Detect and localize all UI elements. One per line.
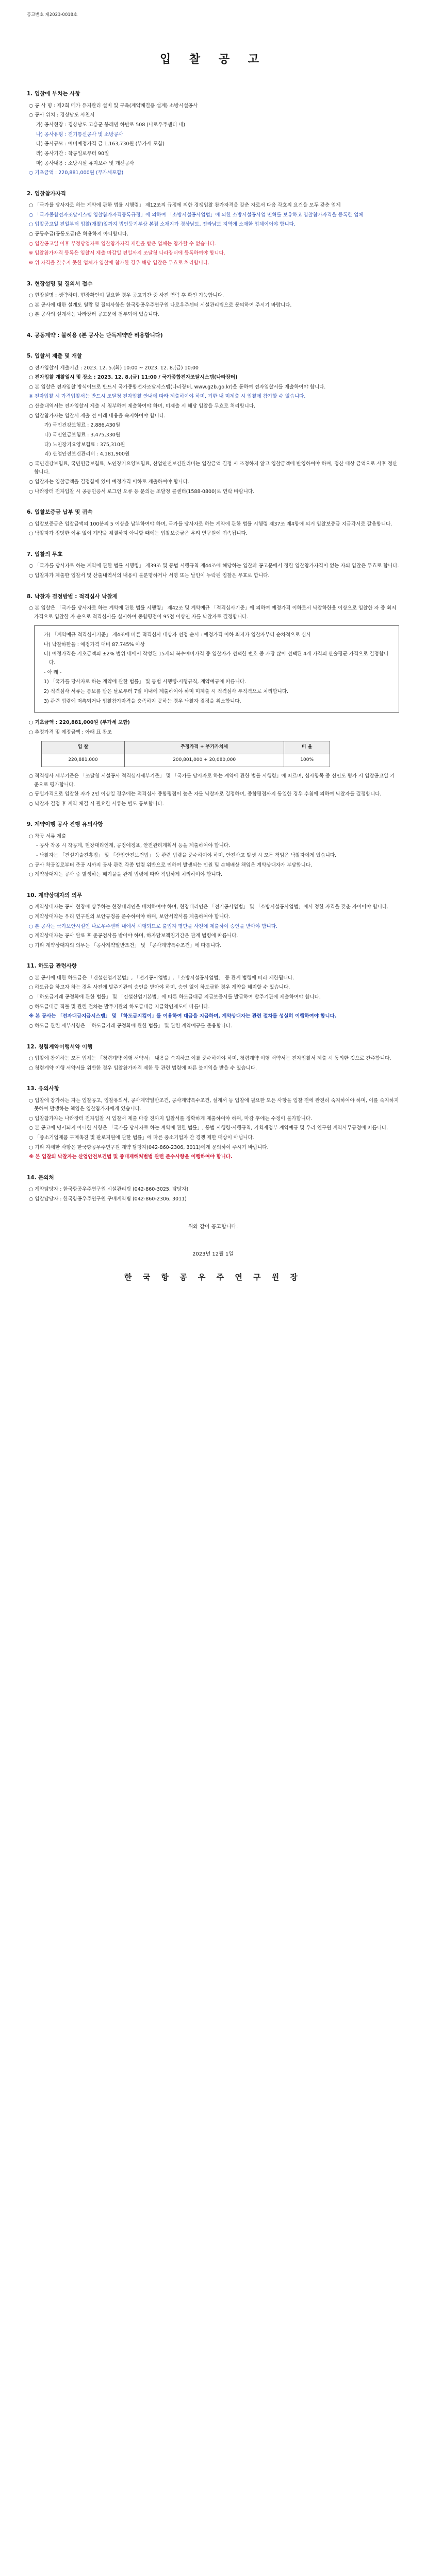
notice-line: ○ 입찰보증금은 입찰금액의 100분의 5 이상을 납부하여야 하며, 국가를 당사자로 하는 계약에 관한 법률 시행령 제37조 제4항에 의거 입찰보증금 지급각서로 갈음합니다. <box>29 521 392 527</box>
notice-line: ○ 본 공사에 대한 설계도 열람 및 질의사항은 한국항공우주연구원 나로우주센터 시설관리팀으로 문의하여 주시기 바랍니다. <box>29 302 292 308</box>
section-title: 4. 공동계약 : 불허용 (본 공사는 단독계약만 허용합니다) <box>27 332 163 338</box>
section-s8 <box>27 592 399 809</box>
notice-line: 라) 산업안전보건관리비 : 4,181,900원 <box>44 451 130 457</box>
notice-line: 3) 관련 법령에 저촉되거나 입찰참가자격을 충족하지 못하는 경우 낙찰자 결정을 취소합니다. <box>44 698 241 704</box>
notice-line: ※ 본 공사는 「전자대금지급시스템」 및 「하도급지킴이」를 이용하여 대금을 지급하며, 계약상대자는 관련 절차를 성실히 이행하여야 합니다. <box>29 1013 337 1020</box>
notice-line: ○ 기초금액 : 220,881,000원 (부가세포함) <box>29 170 124 176</box>
criteria-box <box>34 625 399 713</box>
notice-line: ○ 낙찰자가 정당한 이유 없이 계약을 체결하지 아니할 때에는 입찰보증금은 우리 연구원에 귀속됩니다. <box>29 531 248 537</box>
notice-line: ○ 하도급 관련 세부사항은 「하도급거래 공정화에 관한 법률」 및 관련 계약예규를 준용합니다. <box>29 1023 232 1029</box>
notice-line: 2) 적격심사 서류는 통보를 받은 날로부터 7일 이내에 제출하여야 하며 미제출 시 적격심사 부적격으로 처리합니다. <box>44 688 289 694</box>
notice-line: ○ 낙찰자 결정 후 계약 체결 시 필요한 서류는 별도 통보합니다. <box>29 801 164 807</box>
notice-line: ○ 본 공사는 국가보안시설인 나로우주센터 내에서 시행되므로 출입자 명단을 사전에 제출하여 승인을 받아야 합니다. <box>29 923 277 929</box>
notice-line: - 공사 착공 시 착공계, 현장대리인계, 공정예정표, 안전관리계획서 등을 제출하여야 합니다. <box>36 843 231 849</box>
notice-line: ○ 하도급을 하고자 하는 경우 사전에 발주기관의 승인을 받아야 하며, 승인 없이 하도급한 경우 계약을 해지할 수 있습니다. <box>29 985 290 991</box>
notice-line: ○ 본 공사의 설계서는 나라장터 공고문에 첨부되어 있습니다. <box>29 312 159 318</box>
notice-line: ○ 적격심사 세부기준은 「조달청 시설공사 적격심사세부기준」 및 「국가를 당사자로 하는 계약에 관한 법률 시행령」에 따르며, 심사항목 중 신인도 평가 시 입찰공고일 기준으로 평가합니다. <box>29 773 395 788</box>
notice-line: ○ 기타 계약상대자의 의무는 「공사계약일반조건」 및 「공사계약특수조건」에 따릅니다. <box>29 942 222 948</box>
notice-line: ○ 기타 자세한 사항은 한국항공우주연구원 계약 담당자(042-860-2306, 3011)에게 문의하여 주시기 바랍니다. <box>29 1144 269 1150</box>
notice-date: 2023년 12월 1일 <box>192 1251 234 1257</box>
section-s9 <box>27 820 399 879</box>
notice-line: ○ 계약상대자는 공사 완료 후 준공검사를 받아야 하며, 하자담보책임기간은 관계 법령에 따릅니다. <box>29 933 238 939</box>
section-s13 <box>27 1084 399 1162</box>
section-s14 <box>27 1173 399 1204</box>
notice-line: ※ 전자입찰 시 가격입찰서는 반드시 조달청 전자입찰 안내에 따라 제출하여야 하며, 기한 내 미제출 시 입찰에 참가할 수 없습니다. <box>29 394 306 400</box>
section-title: 7. 입찰의 무효 <box>27 551 63 557</box>
notice-line: ○ 「하도급거래 공정화에 관한 법률」 및 「건설산업기본법」에 따른 하도급대금 지급보증서를 발급하여 발주기관에 제출하여야 합니다. <box>29 994 321 1000</box>
notice-line: ○ 계약상대자는 공사 중 발생하는 폐기물을 관계 법령에 따라 적법하게 처리하여야 합니다. <box>29 872 222 878</box>
section-title: 5. 입찰서 제출 및 개찰 <box>27 353 83 360</box>
notice-line: ○ 본 입찰은 「국가를 당사자로 하는 계약에 관한 법률 시행령」 제42조 및 계약예규 「적격심사기준」에 의하여 예정가격 이하로서 낙찰하한율 이상으로 입찰한 자 중 최저가격으로 입찰한 자 순으로 적격심사를 실시하여 종합평점이 95점 이상인 자를 낙찰자로 결정합니다. <box>29 605 397 620</box>
section-s12 <box>27 1042 399 1073</box>
notice-line: 다) 공사규모 : 예비예정가격 금 1,163,730원 (부가세 포함) <box>36 141 165 147</box>
notice-line: ○ 「중소기업제품 구매촉진 및 판로지원에 관한 법률」에 따른 중소기업자 간 경쟁 제한 대상이 아닙니다. <box>29 1135 254 1141</box>
section-s7 <box>27 550 399 581</box>
notice-body <box>27 89 399 1204</box>
notice-line: 라) 공사기간 : 착공일로부터 90일 <box>36 150 109 157</box>
notice-line: ○ 전자입찰서 제출기간 : 2023. 12. 5.(화) 10:00 ~ 2023. 12. 8.(금) 10:00 <box>29 365 199 371</box>
notice-line: ○ 입찰담당자 : 한국항공우주연구원 구매계약팀 (042-860-2306, 3011) <box>29 1196 187 1202</box>
notice-line: ※ 입찰참가자격 등록은 입찰서 제출 마감일 전일까지 조달청 나라장터에 등록하여야 합니다. <box>29 250 225 257</box>
notice-line: ○ 「국가를 당사자로 하는 계약에 관한 법률 시행령」 제12조의 규정에 의한 경쟁입찰 참가자격을 갖춘 자로서 다음 각호의 요건을 모두 갖춘 업체 <box>29 202 341 209</box>
notice-line: ○ 국민건강보험료, 국민연금보험료, 노인장기요양보험료, 산업안전보건관리비는 입찰금액 결정 시 조정하지 않고 입찰금액에 반영하여야 하며, 정산 대상 금액으로 사후 정산합니다. <box>29 461 398 476</box>
notice-line: 다) 노인장기요양보험료 : 375,310원 <box>44 442 125 448</box>
notice-line: ○ 나라장터 전자입찰 시 공동인증서 로그인 오류 등 문의는 조달청 콜센터(1588-0800)로 연락 바랍니다. <box>29 488 255 495</box>
section-s4 <box>27 331 399 340</box>
section-title: 1. 입찰에 부치는 사항 <box>27 91 80 97</box>
section-s1 <box>27 89 399 177</box>
notice-number: 공고번호 제2023-0018호 <box>27 12 78 18</box>
section-s3 <box>27 279 399 319</box>
notice-line: - 아 래 - <box>44 669 62 675</box>
notice-line: ○ 공사 위치 : 경상남도 사천시 <box>29 112 95 118</box>
table-cell: 100% <box>284 754 330 767</box>
notice-line: ○ 입찰참가자는 입찰서 제출 전 아래 내용을 숙지하여야 합니다. <box>29 413 166 419</box>
notice-line: ○ 입찰공고일 전일부터 입찰(개찰)일까지 법인등기부상 본점 소재지가 경상남도, 전라남도 지역에 소재한 업체이어야 합니다. <box>29 222 296 228</box>
notice-line: ○ 청렴계약 이행 서약서를 위반한 경우 입찰참가자격 제한 등 관련 법령에 따른 불이익을 받을 수 있습니다. <box>29 1065 257 1071</box>
closing-text: 위와 같이 공고합니다. <box>188 1224 238 1230</box>
notice-line: 나) 국민연금보험료 : 3,475,330원 <box>44 432 120 438</box>
notice-line: ○ 기초금액 : 220,881,000원 (부가세 포함) <box>29 720 130 726</box>
section-title: 2. 입찰참가자격 <box>27 190 66 197</box>
notice-line: ○ 계약상대자는 공사 현장에 상주하는 현장대리인을 배치하여야 하며, 현장대리인은 「전기공사업법」 및 「소방시설공사업법」에서 정한 자격을 갖춘 자이어야 합니다. <box>29 904 389 910</box>
notice-line: ○ 계약담당자 : 한국항공우주연구원 시설관리팀 (042-860-3025, 담당자) <box>29 1187 189 1193</box>
section-title: 10. 계약상대자의 의무 <box>27 892 83 899</box>
section-s5 <box>27 351 399 496</box>
notice-line: ○ 착공 서류 제출 <box>29 833 67 839</box>
section-title: 14. 문의처 <box>27 1174 54 1181</box>
notice-line: ○ 공 사 명 : 제2회 메카 유지관리 설비 및 구축(계약체결용 설계) 소방시설공사 <box>29 103 198 109</box>
notice-line: ○ 본 입찰은 전자입찰 방식이므로 반드시 국가종합전자조달시스템(나라장터, www.g2b.go.kr)을 통하여 전자입찰서를 제출하여야 합니다. <box>29 384 326 390</box>
table-header-cell: 입 찰 <box>42 741 125 754</box>
notice-line: ○ 「국가를 당사자로 하는 계약에 관한 법률 시행령」 제39조 및 동법 시행규칙 제44조에 해당하는 입찰과 공고문에서 정한 입찰참가자격이 없는 자의 입찰은 무효로 합니다. <box>29 563 399 569</box>
notice-line: ○ 전자입찰 개찰일시 및 장소 : 2023. 12. 8.(금) 11:00 / 국가종합전자조달시스템(나라장터) <box>29 375 238 381</box>
section-s6 <box>27 507 399 538</box>
table-row <box>42 754 330 767</box>
notice-line: ○ 입찰에 참여하는 모든 업체는 「청렴계약 이행 서약서」 내용을 숙지하고 이를 준수하여야 하며, 청렴계약 이행 서약서는 전자입찰서 제출 시 동의한 것으로 간주합니다. <box>29 1055 391 1061</box>
notice-line: ○ 입찰참가자는 나라장터 전자입찰 시 입찰서 제출 마감 전까지 입찰서를 정확하게 제출하여야 하며, 마감 후에는 수정이 불가합니다. <box>29 1115 313 1122</box>
notice-line: ※ 본 입찰의 낙찰자는 산업안전보건법 및 중대재해처벌법 관련 준수사항을 이행하여야 합니다. <box>29 1154 233 1160</box>
table-header-cell: 비 율 <box>284 741 330 754</box>
notice-line: 마) 공사내용 : 소방시설 유지보수 및 개선공사 <box>36 160 135 166</box>
notice-line: 가) 「계약예규 적격심사기준」 제4조에 따른 적격심사 대상자 선정 순서 : 예정가격 이하 최저가 입찰자부터 순차적으로 심사 <box>44 632 311 638</box>
price-table <box>41 741 330 767</box>
notice-line: ○ 본 공사에 대한 하도급은 「건설산업기본법」, 「전기공사업법」, 「소방시설공사업법」 등 관계 법령에 따라 제한됩니다. <box>29 975 294 981</box>
notice-line: ○ 산출내역서는 전자입찰서 제출 시 첨부하여 제출하여야 하며, 미제출 시 해당 입찰을 무효로 처리합니다. <box>29 403 256 409</box>
section-title: 9. 계약이행 공사 진행 유의사항 <box>27 821 103 828</box>
notice-line: ※ 위 자격을 갖추지 못한 업체가 입찰에 참가한 경우 해당 입찰은 무효로 처리합니다. <box>29 260 210 266</box>
notice-line: ○ 입찰자는 입찰금액을 결정함에 있어 예정가격 이하로 제출하여야 합니다. <box>29 479 189 485</box>
notice-line: - 낙찰자는 「건설기술진흥법」 및 「산업안전보건법」 등 관련 법령을 준수하여야 하며, 안전사고 발생 시 모든 책임은 낙찰자에게 있습니다. <box>36 853 337 858</box>
notice-line: ○ 「국가종합전자조달시스템 입찰참가자격등록규정」에 의하여 「소방시설공사업법」에 의한 소방시설공사업 면허를 보유하고 입찰참가자격을 등록한 업체 <box>29 212 364 218</box>
section-s10 <box>27 891 399 951</box>
notice-line: ○ 입찰공고일 이후 부정당업자로 입찰참가자격 제한을 받은 업체는 참가할 수 없습니다. <box>29 241 216 247</box>
notice-line: ○ 입찰에 참가하는 자는 입찰공고, 입찰유의서, 공사계약일반조건, 공사계약특수조건, 설계서 등 입찰에 필요한 모든 사항을 입찰 전에 완전히 숙지하여야 하며, 이를 숙지하지 못하여 발생하는 책임은 입찰참가자에게 있습니다. <box>29 1097 399 1112</box>
notice-line: 다) 예정가격은 기초금액의 ±2% 범위 내에서 작성된 15개의 복수예비가격 중 입찰자가 선택한 번호 중 가장 많이 선택된 4개 가격의 산술평균 가격으로 결정합니다. <box>44 651 389 666</box>
notice-line: 1) 「국가를 당사자로 하는 계약에 관한 법률」 및 동법 시행령·시행규칙, 계약예규에 따릅니다. <box>44 679 247 685</box>
table-cell: 220,881,000 <box>42 754 125 767</box>
notice-line: 가) 국민건강보험료 : 2,886,430원 <box>44 422 120 429</box>
section-title: 6. 입찰보증금 납부 및 귀속 <box>27 509 93 516</box>
section-title: 12. 청렴계약이행서약 이행 <box>27 1043 93 1050</box>
page-title: 입 찰 공 고 <box>160 53 266 66</box>
notice-line: ○ 입찰자가 제출한 입찰서 및 산출내역서의 내용이 불분명하거나 서명 또는 날인이 누락된 입찰은 무효로 합니다. <box>29 572 270 579</box>
notice-line: ○ 공동수급(공동도급)은 허용하지 아니합니다. <box>29 231 128 237</box>
notice-line: 나) 낙찰하한율 : 예정가격 대비 87.745% 이상 <box>44 641 145 648</box>
notice-line: ○ 하도급대금 직불 및 관련 절차는 발주기관의 하도급대금 지급확인제도에 따릅니다. <box>29 1004 210 1010</box>
notice-line: 나) 공사유형 : 전기통신공사 및 소방공사 <box>36 131 123 138</box>
notice-line: ○ 현장설명 : 생략하며, 현장확인이 필요한 경우 공고기간 중 사전 연락 후 확인 가능합니다. <box>29 292 224 298</box>
issuer-name: 한 국 항 공 우 주 연 구 원 장 <box>124 1272 302 1282</box>
notice-line: ○ 공사 착공일로부터 준공 시까지 공사 관련 각종 법령 위반으로 인하여 발생되는 민원 및 손해배상 책임은 계약상대자가 부담합니다. <box>29 862 313 868</box>
section-title: 3. 현장설명 및 질의서 접수 <box>27 280 93 287</box>
section-title: 11. 하도급 관련사항 <box>27 963 77 970</box>
table-cell: 200,801,000 + 20,080,000 <box>124 754 284 767</box>
section-title: 8. 낙찰자 결정방법 : 적격심사 낙찰제 <box>27 593 118 600</box>
notice-line: ○ 동일가격으로 입찰한 자가 2인 이상일 경우에는 적격심사 종합평점이 높은 자를 낙찰자로 결정하며, 종합평점까지 동일한 경우 추첨에 의하여 낙찰자를 결정합니다. <box>29 791 382 798</box>
notice-line: 가) 공사현장 : 경상남도 고흥군 봉래면 하반로 508 (나로우주센터 내) <box>36 122 186 128</box>
table-header-cell: 추정가격 + 부가가치세 <box>124 741 284 754</box>
notice-line: ○ 본 공고에 명시되지 아니한 사항은 「국가를 당사자로 하는 계약에 관한 법률」, 동법 시행령·시행규칙, 기획재정부 계약예규 및 우리 연구원 계약사무규정에 따릅니다. <box>29 1125 388 1131</box>
section-title: 13. 유의사항 <box>27 1086 59 1092</box>
section-s11 <box>27 961 399 1030</box>
notice-line: ○ 추정가격 및 예정금액 : 아래 표 참조 <box>29 729 112 735</box>
section-s2 <box>27 189 399 268</box>
notice-line: ○ 계약상대자는 우리 연구원의 보안규정을 준수하여야 하며, 보안서약서를 제출하여야 합니다. <box>29 913 231 920</box>
